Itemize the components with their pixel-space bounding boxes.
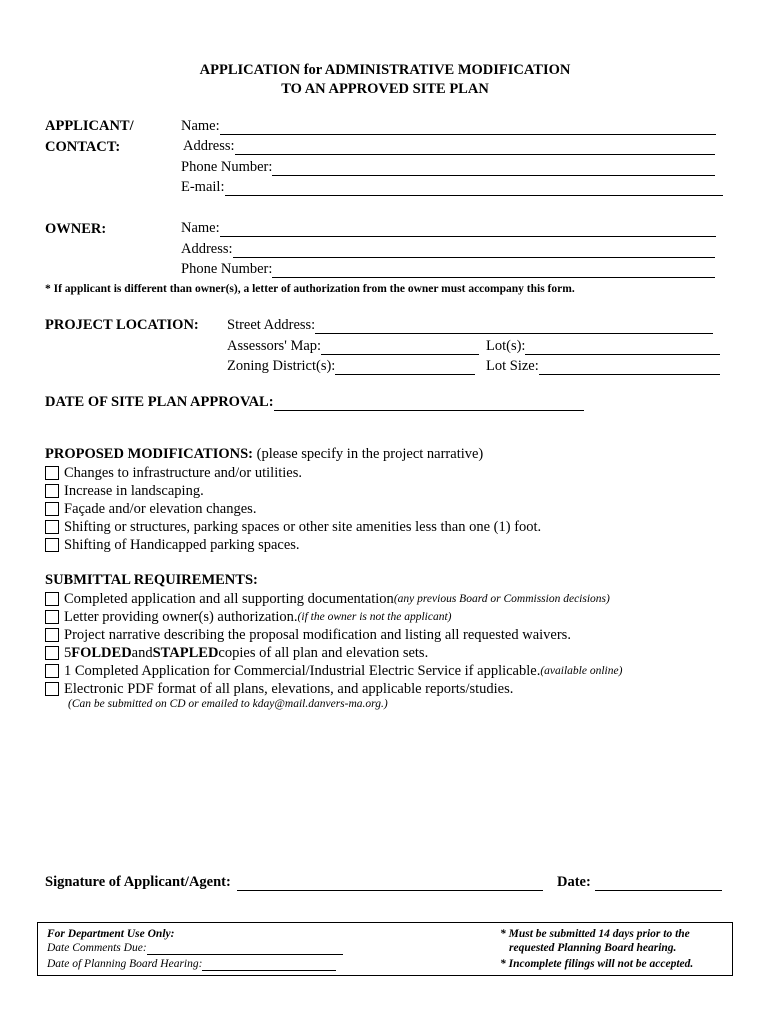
signature-date-label: Date:	[557, 874, 591, 890]
approval-date-label: DATE OF SITE PLAN APPROVAL:	[45, 394, 274, 410]
owner-phone-field[interactable]	[181, 260, 715, 278]
applicant-name-label: Name:	[181, 118, 220, 134]
applicant-email-label: E-mail:	[181, 179, 225, 195]
comments-due-line[interactable]	[147, 943, 343, 955]
submittal-item[interactable]	[45, 590, 622, 608]
applicant-name-line[interactable]	[220, 121, 716, 135]
submittal-item[interactable]	[45, 608, 622, 626]
proposed-item-label: Changes to infrastructure and/or utilities.	[64, 465, 302, 481]
submittal-item[interactable]	[45, 680, 622, 698]
street-address-field[interactable]	[227, 316, 713, 334]
street-address-label: Street Address:	[227, 317, 316, 333]
proposed-item-label: Façade and/or elevation changes.	[64, 501, 257, 517]
owner-phone-line[interactable]	[272, 264, 715, 278]
form-title-line2: TO AN APPROVED SITE PLAN	[281, 81, 489, 97]
applicant-phone-line[interactable]	[272, 162, 715, 176]
applicant-address-label: Address:	[183, 138, 235, 154]
incomplete-filings-note: * Incomplete filings will not be accepted.	[500, 958, 694, 970]
signature-label: Signature of Applicant/Agent:	[45, 874, 231, 890]
signature-date-line[interactable]	[595, 877, 722, 891]
applicant-email-field[interactable]	[181, 178, 723, 196]
submittal-item-label: Electronic PDF format of all plans, elevations, and applicable reports/studies.	[64, 681, 514, 697]
proposed-item[interactable]	[45, 536, 541, 554]
submittal-item-label: 5	[64, 645, 72, 661]
signature-date-field[interactable]	[557, 873, 722, 891]
submittal-email-note: (Can be submitted on CD or emailed to kday@mail.danvers-ma.org.)	[68, 698, 388, 710]
owner-heading: OWNER:	[45, 221, 107, 237]
zoning-district-field[interactable]	[227, 357, 475, 375]
checkbox[interactable]	[45, 646, 59, 660]
submittal-item-note: (any previous Board or Commission decisions)	[393, 593, 610, 605]
checkbox[interactable]	[45, 610, 59, 624]
checkbox[interactable]	[45, 502, 59, 516]
hearing-date-line[interactable]	[202, 959, 336, 971]
submittal-item-label: copies of all plan and elevation sets.	[218, 645, 429, 661]
department-use-heading: For Department Use Only:	[47, 928, 175, 940]
applicant-heading: APPLICANT/	[45, 118, 134, 134]
submittal-item[interactable]	[45, 626, 622, 644]
applicant-address-field[interactable]	[183, 137, 715, 155]
lot-size-line[interactable]	[539, 361, 720, 375]
proposed-item-label: Increase in landscaping.	[64, 483, 204, 499]
checkbox[interactable]	[45, 664, 59, 678]
owner-address-line[interactable]	[233, 244, 715, 258]
lot-size-label: Lot Size:	[486, 358, 539, 374]
proposed-modifications-note: (please specify in the project narrative)	[252, 446, 484, 462]
applicant-address-line[interactable]	[235, 141, 715, 155]
comments-due-field[interactable]	[47, 941, 343, 955]
assessors-map-field[interactable]	[227, 337, 479, 355]
department-use-box	[37, 922, 733, 976]
street-address-line[interactable]	[315, 320, 713, 334]
submittal-item[interactable]	[45, 644, 622, 662]
owner-phone-label: Phone Number:	[181, 261, 273, 277]
assessors-map-line[interactable]	[321, 341, 479, 355]
contact-heading: CONTACT:	[45, 139, 121, 155]
submittal-item-label: and	[131, 645, 153, 661]
approval-date-field[interactable]	[45, 393, 584, 411]
form-title-line1: APPLICATION for ADMINISTRATIVE MODIFICATION	[199, 62, 571, 78]
submittal-item-emphasis: STAPLED	[152, 645, 219, 661]
applicant-name-field[interactable]	[181, 117, 716, 135]
owner-name-label: Name:	[181, 220, 220, 236]
submission-deadline-note: * Must be submitted 14 days prior to the	[500, 928, 690, 940]
checkbox[interactable]	[45, 466, 59, 480]
submittal-requirements-heading: SUBMITTAL REQUIREMENTS:	[45, 572, 258, 588]
proposed-item[interactable]	[45, 464, 541, 482]
lots-line[interactable]	[525, 341, 720, 355]
proposed-modifications-heading: PROPOSED MODIFICATIONS:	[45, 446, 253, 462]
proposed-item[interactable]	[45, 482, 541, 500]
lot-size-field[interactable]	[486, 357, 720, 375]
checkbox[interactable]	[45, 682, 59, 696]
hearing-date-label: Date of Planning Board Hearing:	[47, 958, 203, 970]
submittal-item-label: 1 Completed Application for Commercial/Industrial Electric Service if applicable.	[64, 663, 541, 679]
owner-address-field[interactable]	[181, 240, 715, 258]
submittal-item-emphasis: FOLDED	[71, 645, 132, 661]
submission-deadline-note-cont: requested Planning Board hearing.	[509, 942, 677, 954]
checkbox[interactable]	[45, 484, 59, 498]
lots-label: Lot(s):	[486, 338, 526, 354]
signature-field[interactable]	[45, 873, 543, 891]
applicant-phone-label: Phone Number:	[181, 159, 273, 175]
applicant-email-line[interactable]	[225, 182, 723, 196]
project-location-heading: PROJECT LOCATION:	[45, 317, 199, 333]
checkbox[interactable]	[45, 520, 59, 534]
owner-authorization-note: * If applicant is different than owner(s), a letter of authorization from the owner must accompany this form.	[45, 283, 575, 295]
checkbox[interactable]	[45, 628, 59, 642]
checkbox[interactable]	[45, 592, 59, 606]
proposed-item-label: Shifting of Handicapped parking spaces.	[64, 537, 300, 553]
owner-name-field[interactable]	[181, 219, 716, 237]
submittal-item-note: (available online)	[540, 665, 623, 677]
approval-date-line[interactable]	[274, 397, 584, 411]
owner-name-line[interactable]	[220, 223, 716, 237]
owner-address-label: Address:	[181, 241, 233, 257]
lots-field[interactable]	[486, 337, 720, 355]
proposed-item[interactable]	[45, 518, 541, 536]
submittal-item-label: Letter providing owner(s) authorization.	[64, 609, 298, 625]
proposed-modifications-list	[45, 464, 541, 554]
submittal-item-label: Completed application and all supporting documentation	[64, 591, 394, 607]
zoning-district-line[interactable]	[335, 361, 475, 375]
comments-due-label: Date Comments Due:	[47, 942, 147, 954]
checkbox[interactable]	[45, 538, 59, 552]
zoning-district-label: Zoning District(s):	[227, 358, 336, 374]
applicant-phone-field[interactable]	[181, 158, 715, 176]
submittal-item[interactable]	[45, 662, 622, 680]
signature-line[interactable]	[237, 877, 543, 891]
submittal-item-note: (if the owner is not the applicant)	[297, 611, 452, 623]
submittal-requirements-list	[45, 590, 622, 698]
submittal-item-label: Project narrative describing the proposal modification and listing all requested waivers.	[64, 627, 571, 643]
proposed-item[interactable]	[45, 500, 541, 518]
assessors-map-label: Assessors' Map:	[227, 338, 322, 354]
hearing-date-field[interactable]	[47, 957, 336, 971]
proposed-item-label: Shifting or structures, parking spaces or other site amenities less than one (1) foot.	[64, 519, 542, 535]
proposed-modifications-heading-row	[45, 446, 483, 463]
